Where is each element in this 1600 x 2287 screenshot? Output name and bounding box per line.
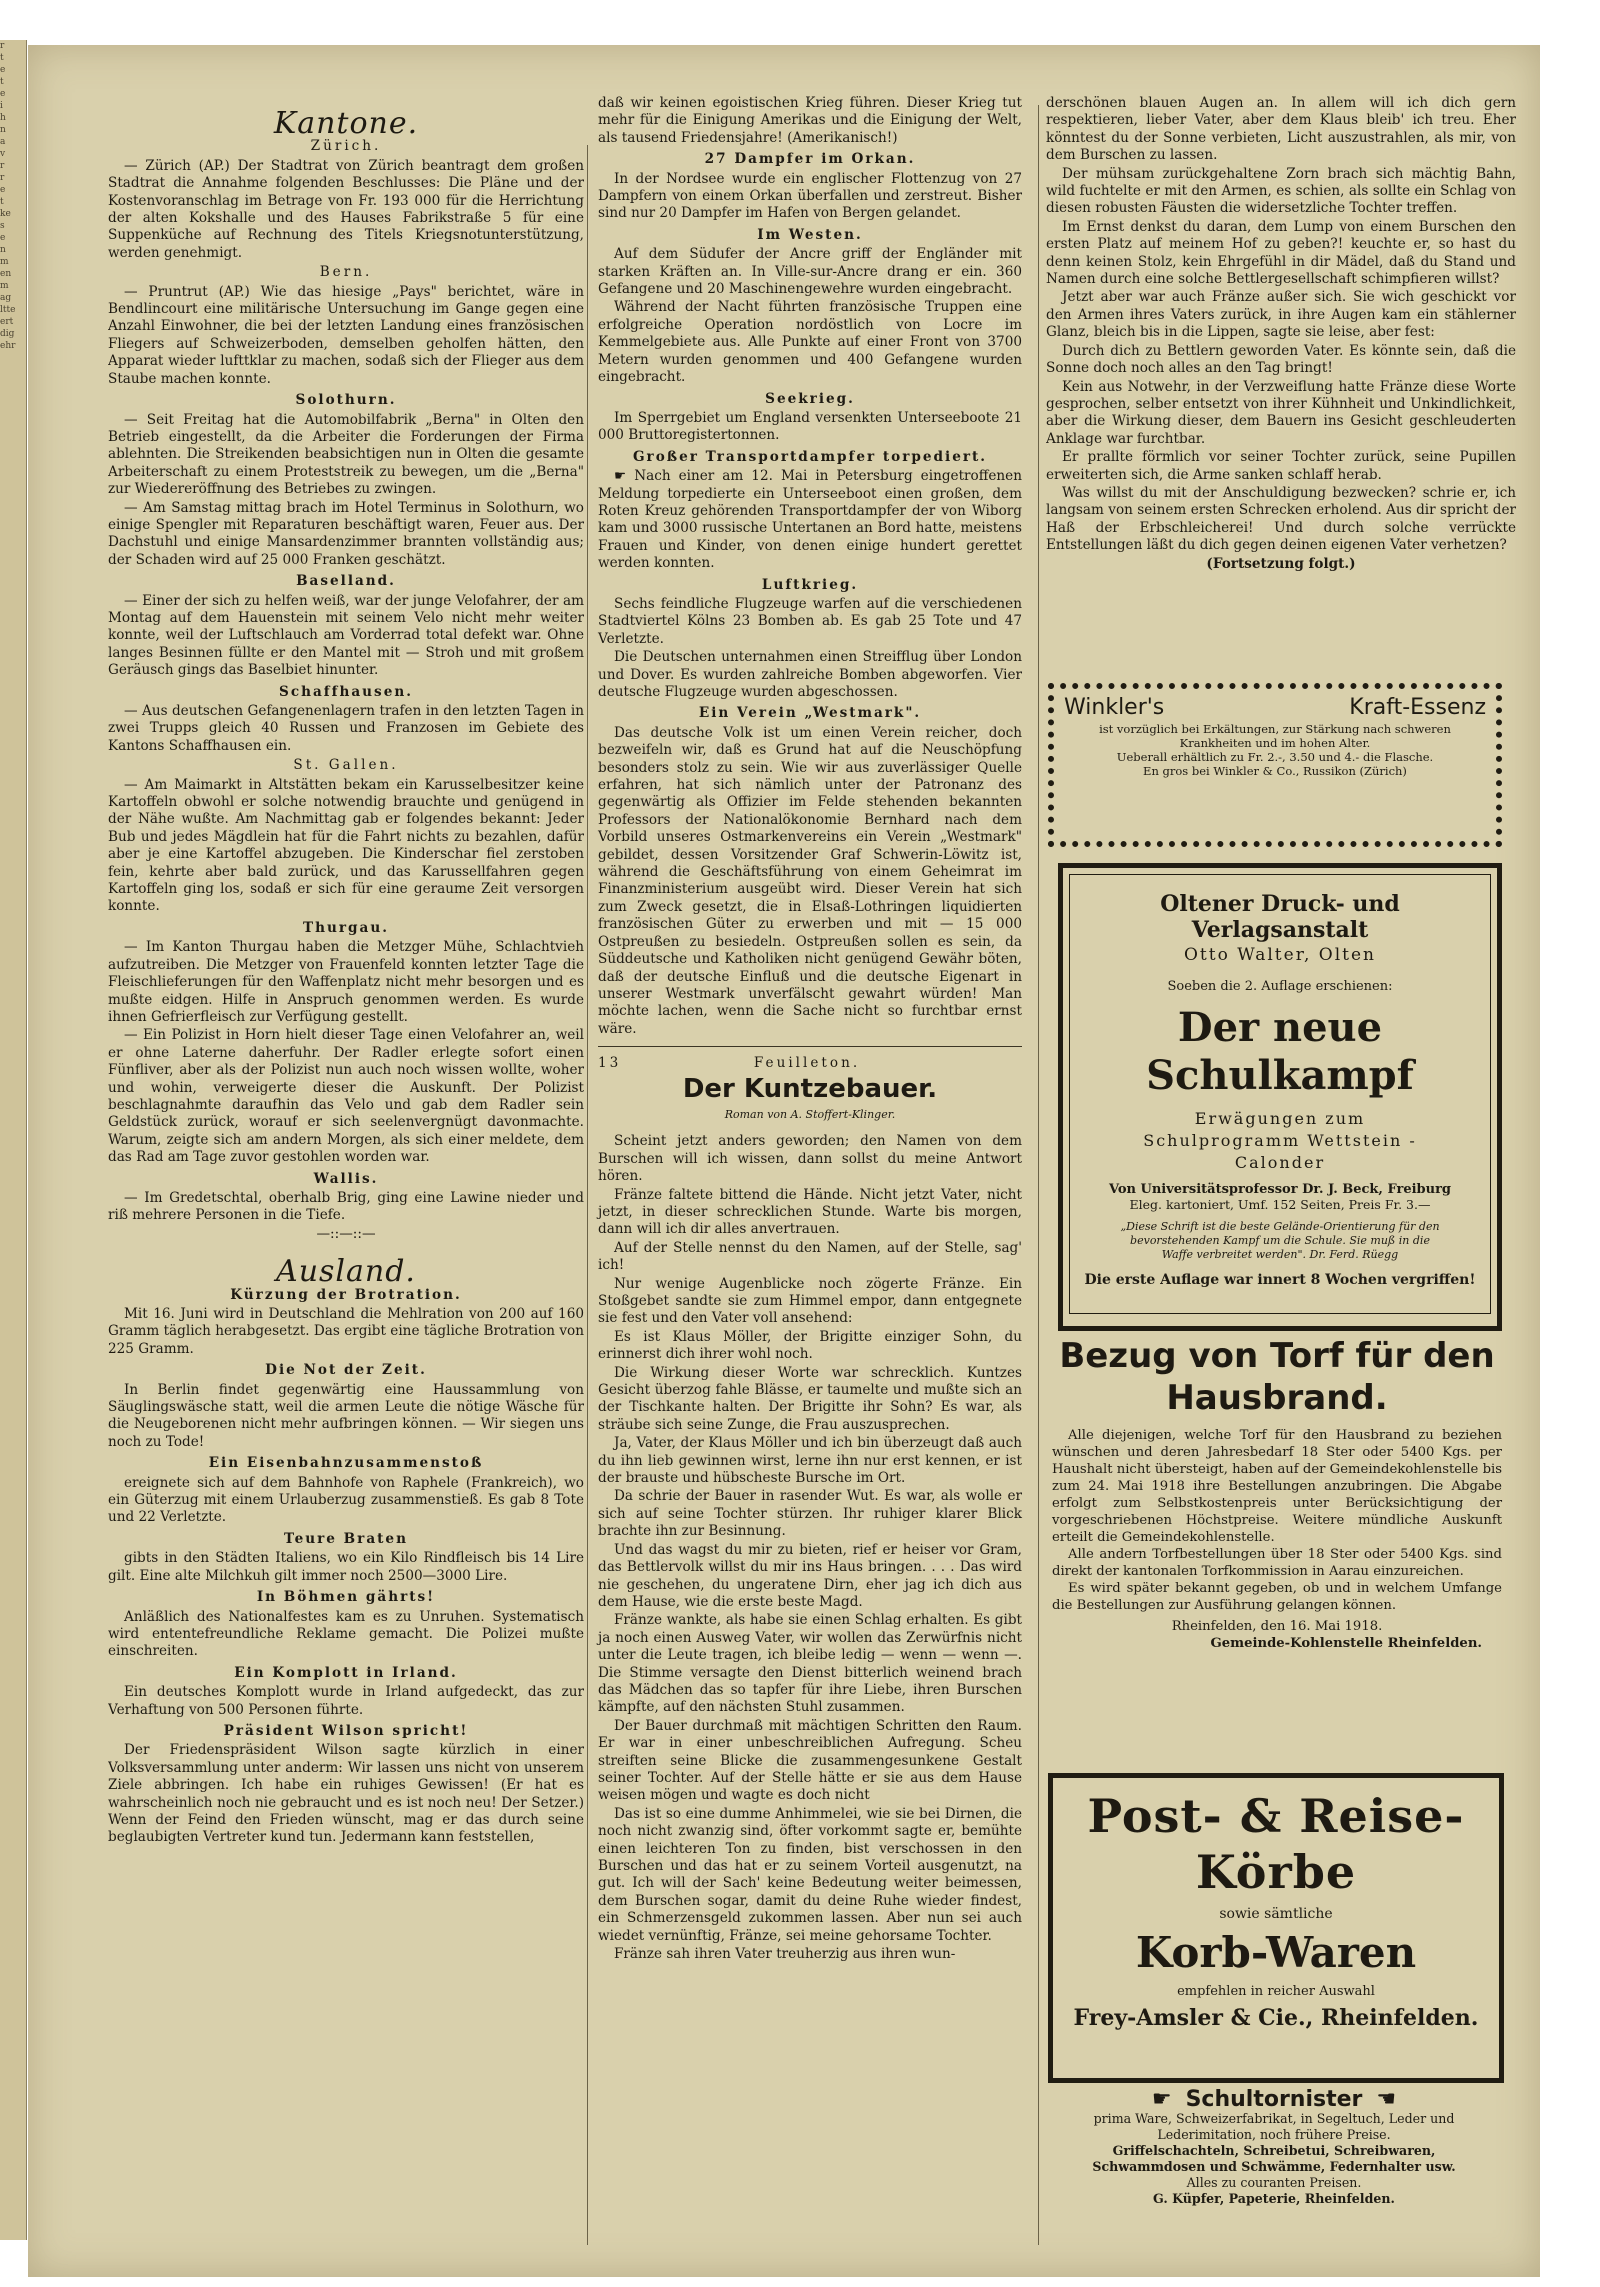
spine-fragment: t	[0, 77, 4, 87]
news-paragraph: In der Nordsee wurde ein englischer Flottenzug von 27 Dampfern von einem Orkan überfallen und zerstreut. Bisher sind nur 20 Dampfer im Hafen von Bergen gelandet.	[598, 170, 1022, 222]
ad-schul-line: Alles zu couranten Preisen.	[1186, 2175, 1362, 2190]
news-paragraph: Die Deutschen unternahmen einen Streifflug über London und Dover. Es wurden zahlreiche Bomben abgeworfen. Vier deutsche Flugzeuge wurden abgeschossen.	[598, 649, 1022, 700]
pointing-hand-icon: ☛	[614, 468, 635, 485]
newspaper-page	[28, 45, 1540, 2277]
news-heading: Die Not der Zeit.	[265, 1362, 427, 1379]
story-paragraph: Und das wagst du mir zu bieten, rief er heiser vor Gram, das Bettlervolk willst du mir ins Haus bringen. . . . Das wird nie geschehen, du ungeratene Dirn, eher jag ich dich aus dem Hause, wie die erste beste Magd.	[598, 1541, 1022, 1610]
section-title-ausland: Ausland.	[276, 1254, 416, 1290]
spine-fragment: e	[0, 65, 6, 75]
region-heading: Solothurn.	[295, 392, 397, 409]
column-middle	[584, 95, 1036, 2260]
story-paragraph: Fränze sah ihren Vater treuherzig aus ihren wun-	[614, 1946, 956, 1963]
ad-schul-line: Griffelschachteln, Schreibetui, Schreibwaren, Schwammdosen und Schwämme, Federnhalter usw.	[1092, 2143, 1456, 2174]
ad-korb-empfehlen: empfehlen in reicher Auswahl	[1177, 1984, 1375, 1999]
ad-olten-author: Von Universitätsprofessor Dr. J. Beck, Freiburg	[1108, 1182, 1452, 1197]
ad-winkler-line: En gros bei Winkler & Co., Russikon (Zürich)	[1143, 764, 1407, 778]
story-paragraph: Kein aus Notwehr, in der Verzweiflung hatte Fränze diese Worte gesprochen, selber entsetzt von ihrer Kühnheit und Unkindlichkeit, aber die Wirkung dieser, dem Bauern ins Gesicht geschleuderten Anklage war furchtbar.	[1046, 378, 1516, 447]
news-heading: 27 Dampfer im Orkan.	[704, 151, 916, 168]
ad-korb-waren: Korb-Waren	[1135, 1928, 1417, 1977]
news-paragraph: Auf dem Südufer der Ancre griff der Engländer mit starken Kräften an. In Ville-sur-Ancre drang er ein. 360 Gefangene und 20 Maschinengewehre wurden eingebracht.	[598, 246, 1022, 298]
spine-fragment: n	[0, 245, 6, 255]
divider	[598, 1046, 1022, 1047]
region-heading: Baselland.	[296, 573, 396, 590]
news-paragraph: Das deutsche Volk ist um einen Verein reicher, doch bezweifeln wir, daß es Grund hat auf die Neuschöpfung besonders stolz zu sein. Wie wir aus zuverlässiger Quelle erfahren, hat sich nämlich unter der Patronanz des gegenwärtig als Offizier im Felde stehenden bekannten Professors der Nationalökonomie Bernhard nach dem Vorbild unseres Ostmarkenvereins ein Verein „Westmark" gebildet, dessen Vorsitzender Graf Schwerin-Löwitz ist, während die Geschäftsführung von einem Geheimrat im Finanzministerium ausgeübt wird. Dieser Verein hat sich zum Zweck gesetzt, die in Elsaß-Lothringen liquidierten französischen Güter zu erwerben und mit — 15 000 Ostpreußen zu besiedeln. Ostpreußen sollen es sein, da Süddeutsche und Katholiken nicht genügend Gewähr böten, daß der deutsche Einfluß und die deutsche Eigenart in unserer Westmark unverfälscht gewahrt würden! Man möchte lachen, wenn die Sache nicht so furchtbar ernst wäre.	[598, 724, 1022, 1037]
spine-fragment: e	[0, 185, 6, 195]
spine-fragment: a	[0, 137, 6, 147]
news-paragraph: — Aus deutschen Gefangenenlagern trafen in den letzten Tagen in zwei Trupps gleich 40 Russen und Franzosen im Gebiete des Kantons Schaffhausen ein.	[108, 703, 584, 754]
news-heading: Ein Komplott in Irland.	[234, 1664, 458, 1681]
news-heading: Teure Braten	[284, 1530, 408, 1547]
story-paragraph: Ja, Vater, der Klaus Möller und ich bin überzeugt daß auch du ihn lieb gewinnen wirst, lerne ihn nur erst kennen, er ist der brauste und hübscheste Bursche im Ort.	[598, 1435, 1022, 1487]
news-paragraph: — Im Gredetschtal, oberhalb Brig, ging eine Lawine nieder und riß mehrere Personen in die Tiefe.	[108, 1189, 584, 1224]
ad-schul-signature: G. Küpfer, Papeterie, Rheinfelden.	[1153, 2191, 1395, 2206]
pointing-hand-right-icon: ☛	[1151, 2087, 1172, 2112]
news-heading: Ein Eisenbahnzusammenstoß	[208, 1455, 484, 1472]
region-heading: Schaffhausen.	[279, 683, 413, 700]
spine-fragment: t	[0, 53, 4, 63]
news-paragraph: Mit 16. Juni wird in Deutschland die Mehlration von 200 auf 160 Gramm täglich herabgesetzt. Das ergibt eine tägliche Brotration von 225 Gramm.	[108, 1306, 584, 1357]
story-paragraph: Er prallte förmlich vor seiner Tochter zurück, seine Pupillen erweiterten sich, die Arme sanken schlaff herab.	[1046, 449, 1516, 483]
news-paragraph: — Einer der sich zu helfen weiß, war der junge Velofahrer, der am Montag auf dem Hauenstein mit seinem Velo nicht mehr weiter konnte, weil der Luftschlauch am Vorderrad total defekt war. Ohne langes Besinnen füllte er den Mantel mit — Stroh und mit großem Geräusch gings das Baselbiet hinunter.	[108, 592, 584, 679]
story-paragraph: Durch dich zu Bettlern geworden Vater. Es könnte sein, daß die Sonne doch noch alles an den Tag bringt!	[1046, 342, 1516, 377]
spine-fragment: dig	[0, 329, 15, 339]
ad-korb	[1048, 1773, 1504, 2083]
region-heading: Wallis.	[313, 1170, 379, 1187]
news-paragraph: — Seit Freitag hat die Automobilfabrik „Berna" in Olten den Betrieb eingestellt, da die Arbeiter die Forderungen der Firma ablehnten. Die Streikenden beabsichtigen nun in Olten die gesamte Arbeiterschaft zu einem Proteststreik zu bewegen, um die „Berna" zur Wiedereröffnung des Betriebes zu zwingen.	[108, 411, 584, 498]
spine-fragment: e	[0, 233, 6, 243]
ad-olten-note: Die erste Auflage war innert 8 Wochen vergriffen!	[1084, 1272, 1476, 1288]
news-heading: Im Westen.	[757, 226, 863, 243]
news-paragraph: — Am Maimarkt in Altstätten bekam ein Karusselbesitzer keine Kartoffeln obwohl er solche notwendig brauchte und genügend in der Nähe wußte. Am Nachmittag gab er folgendes bekannt: Jeder Bub und jedes Mägdlein hat für die Fahrt nichts zu bezahlen, dafür aber je eine Kartoffel abzugeben. Die Kinderschar fiel zerstoben fein, kehrte aber bald zurück, und das Karussellfahren gegen Kartoffeln ging los, sodaß er sich für eine geraume Zeit versorgen konnte.	[108, 776, 584, 915]
news-paragraph: — Pruntrut (AP.) Wie das hiesige „Pays" berichtet, wäre in Bendlincourt eine militärische Untersuchung im Gange gegen eine Anzahl Einwohner, die bei der letzten Landung eines französischen Fliegers auf Schweizerboden, demselben geholfen hätten, den Apparat wieder lufttklar zu machen, sodaß sich der Flieger aus dem Staube machen konnte.	[108, 283, 584, 387]
story-paragraph: Scheint jetzt anders geworden; den Namen von dem Burschen will ich wissen, dann sollst du meine Antwort hören.	[598, 1133, 1022, 1185]
news-paragraph: — Zürich (AP.) Der Stadtrat von Zürich beantragt dem großen Stadtrat die Annahme folgenden Beschlusses: Die Pläne und der Kostenvoranschlag im Betrage von Fr. 193 000 für die Herrichtung der alten Kokshalle und des Hauses Fabrikstraße 5 für eine Suppenküche auf Rechnung des Titels Kriegsnotunterstützung, werden genehmigt.	[108, 157, 584, 261]
spine-fragment: r	[0, 41, 5, 51]
news-paragraph: gibts in den Städten Italiens, wo ein Kilo Rindfleisch bis 14 Lire gilt. Eine alte Milchkuh gilt immer noch 2500—3000 Lire.	[108, 1550, 584, 1584]
notice-paragraph: Alle andern Torfbestellungen über 18 Ster oder 5400 Kgs. sind direkt der kantonalen Torfkommission in Aarau einzureichen.	[1052, 1547, 1502, 1579]
ad-olten-quote: „Diese Schrift ist die beste Gelände-Orientierung für den bevorstehenden Kampf um die Schule. Sie muß in die Waffe verbreitet werden". Dr. Ferd. Rüegg	[1120, 1220, 1440, 1261]
news-heading: Seekrieg.	[765, 390, 855, 407]
spine-fragment: en	[0, 269, 12, 279]
notice-date: Rheinfelden, den 16. Mai 1918.	[1171, 1619, 1383, 1634]
news-paragraph: Der Friedenspräsident Wilson sagte kürzlich in einer Volksversammlung unter anderm: Wir lassen uns nicht von unserem Ziele abbringen. Ich habe ein ruhiges Gewissen! (Er hat es wahrscheinlich noch nie gebraucht und es ist noch neu! Der Setzer.) Wenn der Feind den Frieden wünscht, mag er das durch seine beglaubigten Vertreter kund tun. Jedermann kann feststellen,	[108, 1742, 584, 1846]
news-text: Nach einer am 12. Mai in Petersburg eingetroffenen Meldung torpedierte ein Unterseeboot einen großen, dem Roten Kreuz gehörenden Transportdampfer der von Wiborg kam und 3000 russische Untertanen an Bord hatte, meistens Frauen und Kinder, von denen einige hundert gerettet werden konnten.	[598, 468, 1022, 572]
column-rule	[1038, 105, 1039, 2245]
ad-olten-owner: Otto Walter, Olten	[1184, 945, 1376, 965]
region-heading: Bern.	[319, 264, 373, 281]
spine-fragment: t	[0, 197, 4, 207]
feuilleton-header	[598, 1055, 1022, 1072]
feuilleton-label: Feuilleton.	[753, 1055, 861, 1072]
notice-signature: Gemeinde-Kohlenstelle Rheinfelden.	[1210, 1636, 1482, 1651]
spine-fragment: s	[0, 221, 5, 231]
binding-spine	[0, 40, 27, 2240]
ad-olten-price: Eleg. kartoniert, Umf. 152 Seiten, Preis Fr. 3.—	[1129, 1197, 1431, 1212]
spine-fragment: n	[0, 125, 6, 135]
spine-fragment: i	[0, 101, 3, 111]
news-paragraph: Sechs feindliche Flugzeuge warfen auf die verschiedenen Stadtviertel Kölns 23 Bomben ab. Es gab 25 Tote und 47 Verletzte.	[598, 595, 1022, 647]
news-heading: Präsident Wilson spricht!	[223, 1722, 469, 1739]
spine-fragment: ke	[0, 209, 11, 219]
story-paragraph: Die Wirkung dieser Worte war schrecklich. Kuntzes Gesicht überzog fahle Blässe, er taumelte und mußte sich an der Tischkante halten. Der Brigitte ihr Sohn? Es war, als sträube sich seine Zunge, die Frau auszusprechen.	[598, 1364, 1022, 1433]
story-paragraph: Der mühsam zurückgehaltene Zorn brach sich mächtig Bahn, wild fuchtelte er mit den Armen, es schien, als sollte ein Schlag von diesen robusten Fäusten die widersetzliche Tochter treffen.	[1046, 165, 1516, 217]
spine-fragment: r	[0, 161, 5, 171]
news-paragraph: — Ein Polizist in Horn hielt dieser Tage einen Velofahrer an, weil er ohne Laterne daherfuhr. Der Radler erlegte sofort einen Fünfliver, aber als der Polizist nun auch noch wissen wollte, woher und wohin, verweigerte dieser die Auskunft. Der Polizist beschlagnahmte daraufhin das Velo und gab dem Radler sein Geldstück zurück, worauf er sich seelenvergnügt davonmachte. Warum, zeigte sich am andern Morgen, als sich einer meldete, dem das Rad am Tage zuvor gestohlen worden war.	[108, 1027, 584, 1166]
ad-olten-inner	[1069, 874, 1491, 1314]
news-paragraph: Im Sperrgebiet um England versenkten Unterseeboote 21 000 Bruttoregistertonnen.	[598, 409, 1022, 444]
column-left	[108, 95, 584, 2255]
news-heading: Großer Transportdampfer torpediert.	[632, 448, 988, 465]
region-heading: Zürich.	[310, 138, 382, 155]
story-paragraph: Im Ernst denkst du daran, dem Lump von einem Burschen den ersten Platz auf meinem Hof zu geben?! keuchte er, so hast du denn keinen Stolz, kein Ehrgefühl in dir Mädel, daß du Stand und Namen durch eine solche Bettlergesellschaft schimpfieren willst?	[1046, 218, 1516, 288]
feuilleton-spacer	[993, 1055, 1022, 1072]
feuilleton-byline: Roman von A. Stoffert-Klinger.	[724, 1107, 896, 1121]
story-paragraph: Was willst du mit der Anschuldigung bezwecken? schrie er, ich langsam von seinem ersten Schrecken erholend. Aus dir spricht der Haß der Erbschleicherei! Und durch solche verrückte Entstellungen läßt du dich gegen deinen eigenen Vater verhetzen?	[1046, 484, 1516, 554]
ad-olten-desc: Erwägungen zum Schulprogramm Wettstein - Calonder	[1143, 1109, 1417, 1172]
notice-paragraph: Alle diejenigen, welche Torf für den Hausbrand zu beziehen wünschen und deren Jahresbedarf 18 Ster oder 5400 Kgs. per Haushalt nicht übersteigt, haben auf der Gemeindekohlenstelle bis zum 24. Mai 1918 ihre Bestellungen anzubringen. Die Abgabe erfolgt zum Selbstkostenpreis unter Berücksichtigung der vorgeschriebenen Höchstpreise. Weitere mündliche Auskunft erteilt die Gemeindekohlenstelle.	[1052, 1428, 1502, 1545]
story-paragraph: Der Bauer durchmaß mit mächtigen Schritten den Raum. Er war in einer unbeschreiblichen Aufregung. Scheu streiften seine Blicke die zusammengesunkene Gestalt seiner Tochter. Auf der Stelle hätte er sie aus dem Hause weisen mögen und wagte es doch nicht	[598, 1717, 1022, 1804]
ad-korb-firm: Frey-Amsler & Cie., Rheinfelden.	[1073, 2005, 1479, 2031]
spine-fragment: r	[0, 173, 5, 183]
news-paragraph: Anläßlich des Nationalfestes kam es zu Unruhen. Systematisch wird ententefreundliche Reklame gemacht. Die Polizei mußte einschreiten.	[108, 1608, 584, 1660]
news-paragraph: Ein deutsches Komplott wurde in Irland aufgedeckt, das zur Verhaftung von 500 Personen führte.	[108, 1684, 584, 1718]
ad-schul-title: Schultornister	[1185, 2087, 1363, 2112]
news-paragraph: daß wir keinen egoistischen Krieg führen. Dieser Krieg tut mehr für die Einigung Amerikas und die Einigung der Welt, als tausend Friedensjahre! (Amerikanisch!)	[598, 95, 1022, 146]
news-paragraph: — Am Samstag mittag brach im Hotel Terminus in Solothurn, wo einige Spengler mit Reparaturen beschäftigt waren, Feuer aus. Der Dachstuhl und einige Mansardenzimmer brannten vollständig aus; der Schaden wird auf 25 000 Franken geschätzt.	[108, 499, 584, 568]
ad-winkler-body	[1054, 722, 1496, 782]
story-paragraph: Es ist Klaus Möller, der Brigitte einziger Sohn, du erinnerst dich ihrer wohl noch.	[598, 1328, 1022, 1363]
ad-korb-sowie: sowie sämtliche	[1219, 1906, 1333, 1922]
ad-schul-line: prima Ware, Schweizerfabrikat, in Segeltuch, Leder und Lederimitation, noch frühere Preise.	[1093, 2111, 1455, 2142]
story-paragraph: derschönen blauen Augen an. In allem will ich dich gern respektieren, lieber Vater, aber dem Klaus bleib' ich treu. Eher könntest du der Sonne verbieten, Licht auszustrahlen, als mir, von dem Burschen zu lassen.	[1046, 95, 1516, 164]
notice-torf-title: Bezug von Torf für den Hausbrand.	[1059, 1336, 1495, 1418]
separator: —::—::—	[316, 1225, 376, 1242]
ad-olten-title: Der neue Schulkampf	[1146, 1004, 1414, 1099]
news-heading: Luftkrieg.	[761, 576, 859, 593]
ad-olten-publisher: Oltener Druck- und Verlagsanstalt	[1160, 891, 1400, 943]
ad-winkler-line: Ueberall erhältlich zu Fr. 2.-, 3.50 und 4.- die Flasche.	[1116, 750, 1434, 764]
spine-fragment: ert	[0, 317, 14, 327]
story-paragraph: Das ist so eine dumme Anhimmelei, wie sie bei Dirnen, die noch nicht zwanzig sind, öfter vorkommt sagte er, bemühte einen leichteren Ton zu finden, bist verschossen in den Burschen und das hat er zu seinem Vorteil ausgenutzt, na gut. Ich will der Sach' keine Bedeutung weiter beimessen, dem Burschen sogar, damit du deine Ruhe wieder findest, ein Schmerzensgeld zukommen lassen. Aber nun sei auch wiedet vernünftig, Fränze, sei meine gehorsame Tochter.	[598, 1805, 1022, 1944]
region-heading: St. Gallen.	[293, 757, 399, 774]
news-paragraph: In Berlin findet gegenwärtig eine Haussammlung von Säuglingswäsche statt, weil die armen Leute die nötige Wäsche für die Neugeborenen nicht mehr aufbringen können. — Wir siegen uns noch zu Tode!	[108, 1381, 584, 1450]
spine-fragment: e	[0, 89, 6, 99]
spine-fragment: ag	[0, 293, 12, 303]
spine-fragment: m	[0, 281, 9, 291]
spine-fragment: v	[0, 149, 6, 159]
ad-schul-header	[1054, 2089, 1494, 2111]
notice-paragraph: Es wird später bekannt gegeben, ob und in welchem Umfange die Bestellungen zur Ausführung gelangen können.	[1052, 1581, 1502, 1613]
news-heading: In Böhmen gährts!	[256, 1589, 436, 1606]
ad-winkler-line: ist vorzüglich bei Erkältungen, zur Stärkung nach schweren Krankheiten und im hohen Alter.	[1099, 722, 1451, 750]
spine-fragment: m	[0, 257, 9, 267]
spine-fragment: ltte	[0, 305, 16, 315]
spine-fragment: h	[0, 113, 6, 123]
ad-olten-soeben: Soeben die 2. Auflage erschienen:	[1167, 979, 1393, 994]
pointing-hand-left-icon: ☚	[1376, 2087, 1397, 2112]
section-title-kantone: Kantone.	[273, 106, 419, 141]
ad-korb-title: Post- & Reise-Körbe	[1087, 1789, 1465, 1899]
ad-winkler-brand: Winkler's	[1064, 695, 1165, 720]
news-heading: Kürzung der Brotration.	[230, 1286, 462, 1303]
ad-schultornister	[1054, 2089, 1494, 2229]
news-paragraph: ereignete sich auf dem Bahnhofe von Raphele (Frankreich), wo ein Güterzug mit einem Urlauberzug zusammenstieß. Es gab 8 Tote und 22 Verletzte.	[108, 1474, 584, 1526]
ad-winkler-header	[1054, 689, 1496, 722]
news-paragraph: Während der Nacht führten französische Truppen eine erfolgreiche Operation nordöstlich von Locre im Kemmelgebiete aus. Alle Punkte auf einer Front von 3700 Metern wurden genommen und 400 Gefangene wurden eingebracht.	[598, 299, 1022, 386]
ad-korb-inner	[1053, 1778, 1499, 2031]
story-paragraph: Jetzt aber war auch Fränze außer sich. Sie wich geschickt vor den Armen ihres Vaters zurück, in ihre Augen kam ein stählerner Glanz, bleich bis in die Lippen, sagte sie leise, aber fest:	[1046, 289, 1516, 341]
ad-olten	[1058, 863, 1502, 1331]
news-paragraph: — Im Kanton Thurgau haben die Metzger Mühe, Schlachtvieh aufzutreiben. Die Metzger von Frauenfeld konnten letzter Tage die Fleischlieferungen für den Waffenplatz nicht mehr besorgen und es mußte eidgen. Hilfe in Anspruch genommen werden. Es wurde ihnen Gefrierfleisch zur Verfügung gestellt.	[108, 939, 584, 1025]
story-paragraph: Fränze faltete bittend die Hände. Nicht jetzt Vater, nicht jetzt, in dieser schrecklichen Stunde. Warte bis morgen, dann will ich dir alles anvertrauen.	[598, 1186, 1022, 1238]
region-heading: Thurgau.	[303, 919, 389, 936]
ad-winkler-product: Kraft-Essenz	[1349, 695, 1486, 720]
story-paragraph: Da schrie der Bauer in rasender Wut. Es war, als wolle er sich auf seine Tochter stürzen. Ihr ruhiger klarer Blick brachte ihn zur Besinnung.	[598, 1488, 1022, 1540]
news-paragraph	[598, 468, 1022, 572]
notice-torf	[1052, 1335, 1502, 1775]
feuilleton-title: Der Kuntzebauer.	[682, 1073, 938, 1104]
news-heading: Ein Verein „Westmark".	[698, 705, 922, 722]
continuation-note: (Fortsetzung folgt.)	[1206, 555, 1356, 572]
story-paragraph: Nur wenige Augenblicke noch zögerte Fränze. Ein Stoßgebet sandte sie zum Himmel empor, dann entgegnete sie fest und den Vater voll ansehend:	[598, 1275, 1022, 1327]
story-paragraph: Auf der Stelle nennst du den Namen, auf der Stelle, sag' ich!	[598, 1239, 1022, 1274]
story-paragraph: Fränze wankte, als habe sie einen Schlag erhalten. Es gibt ja noch einen Ausweg Vater, wir wollen das Zerwürfnis nicht unter die Leute tragen, ich bleibe ledig — wenn — wenn —. Die Stimme versagte den Dienst bitterlich weinend brach das Mädchen das so tapfer für ihre Liebe, ihren Burschen kämpfte, auf den nächsten Stuhl zusammen.	[598, 1612, 1022, 1716]
spine-fragment: ehr	[0, 341, 16, 351]
ad-winkler	[1048, 683, 1502, 847]
feuilleton-number: 13	[598, 1055, 622, 1072]
